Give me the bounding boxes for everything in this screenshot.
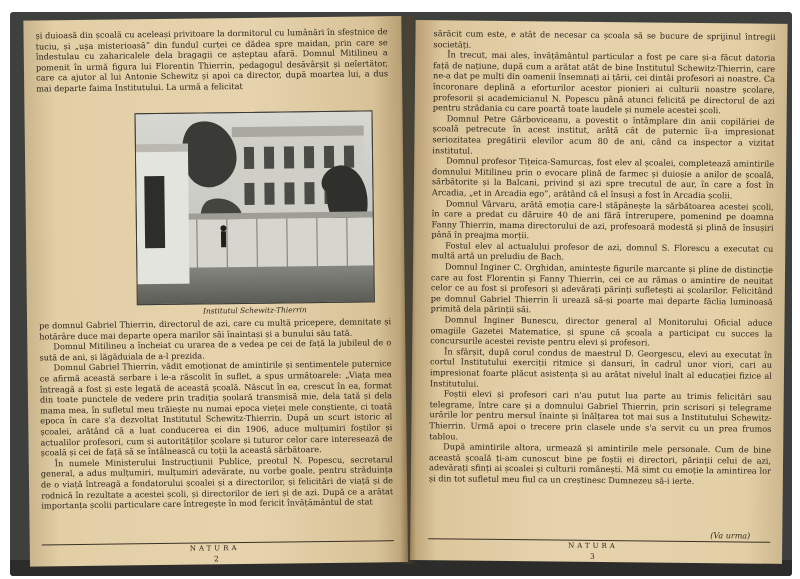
right-page-number: 3 — [590, 551, 595, 561]
right-body-text — [428, 28, 775, 530]
right-paragraph: În trecut, mai ales, învățământul particular a fost pe care și-a făcut datoria față de națiune, după cum a arătat atât de bine Institutul Schewitz-Thierrin, care ne-a dat pe mulți din oamenii însemnați ai țării, cei dintâi profesori ai noastre. Ca încoronare deplină a eforturilor acestor pionieri ai culturii noastre școlare, profesorii și academicianul N. Popescu până atunci felicită pe directorul de azi pentru strădania cu care poartă toate laudele și numele acestei școli. — [432, 49, 776, 116]
left-body-text — [39, 316, 394, 540]
left-page-number: 2 — [213, 554, 219, 564]
right-paragraph: În sfârșit, după corul condus de maestrul D. Georgescu, elevi au executat în cortul Institutului exerciții ritmice și dansuri, în cadrul unor viori, cari au impresionat foarte plăcut asistența și au arătat nivelul înalt al educației fizice al Institutului. — [429, 346, 773, 389]
left-paragraph: Domnul Gabriel Thierrin, vădit emoționat de amintirile și sentimentele puternice ce afirmă această serbare i le-a răscolit în suflet, a spus următoarele: „Viața mea întreagă a fost și este legată de această școală. Născut în ea, crescut în ea, format din toate punctele de vedere prin tradiția șoolară transmisă mie, dela tată și dela mama mea, în sufletul meu trăiește nu numai epoca vieței mele conștiente, ci toată epoca în care s'a dezvoltat Institutul Schewitz-Thierrin. După un scurt istoric al școalei, arătând că a luat conducerea ei din 1906, aduce mulțumiri foștilor și actualilor profesori, cum și autorităților școlare și tuturor celor care interesează de școală și cei de față să se întâlnească cu toții la această sărbătoare. — [39, 358, 393, 458]
left-footer-title: NATURA — [189, 544, 240, 553]
left-top-paragraph — [35, 26, 388, 112]
institute-building-image — [136, 111, 374, 304]
photo-caption: Institutul Schewitz-Thierrin — [203, 305, 307, 316]
right-paragraph: După amintirile altora, urmează și amintirile mele personale. Cum de bine această școală ți-am cunoscut bine pe foștii ei directori, părinții celui de azi, adevărați sfinți ai școalei și culturii românești. Mă simt cu emoție la amintirea lor și din tot sufletul meu fiul ca un creștinesc Dumnezeu să-i ierte. — [428, 441, 772, 486]
book-gutter-shadow — [400, 16, 416, 564]
left-paragraph: Domnul Mitilineu a încheiat cu urarea de a vedea pe cei de față la jubileul de o sută de ani, și lăgăduiala de a-l prezida. — [39, 337, 392, 363]
institute-photo — [134, 110, 374, 305]
right-paragraph: Fostul elev al actualului profesor de azi, domnul S. Florescu a executat cu multă artă un preludiu de Bach. — [431, 240, 774, 263]
right-paragraph: Domnul Petre Gârboviceanu, a povestit o întâmplare din anii copilăriei de școală petrecute în acest institut, arătă cât de puternic îi-a impresionat seriozitatea pregătirii elevilor acum 80 de ani, când ca inspector a vizitat institutul. — [432, 113, 775, 156]
right-footer-title: NATURA — [568, 541, 618, 551]
left-page — [23, 16, 408, 567]
right-paragraph: Domnul Vârvaru, arătă emoția care-l stăpânește la sărbătoarea acestei școli, în care a predat cu dăruire 40 de ani fără întrerupere, pomenind pe doamna Fanny Thierrin, mama directorului de azi, profesoară modestă și plină de însușiri până în preajma morții. — [431, 197, 774, 241]
left-paragraph: pe domnul Gabriel Thierrin, directorul de azi, care cu multă pricepere, demnitate și hotărâre duce mai departe opera marilor săi înaintași și a bunului său tată. — [39, 316, 392, 342]
right-paragraph: Foștii elevi și profesori cari n'au putut lua parte au trimis felicitări sau telegrame, între care și a domnului Gabriel Thierrin, prin scrisori și telegrame urările lor pentru mersul înainte și înălțarea tot mai sus a Institutului Schewitz-Thierrin. Urmă apoi o trecere prin clasele unde s'a servit cu un prea frumos tablou. — [429, 388, 772, 442]
to-be-continued: (Va urma) — [710, 531, 751, 541]
right-paragraph: Domnul profesor Tițeica-Samurcaș, fost elev al școalei, completează amintirile domnului Mitilineu prin o evocare plină de farmec și duioșie a anilor de școală, sărbătorite și la Balcani, privind și azi spre trecutul de aur, în care a fost în Arcadia, „et in Arcadia ego”, arătând că el însuși a fost în Arcadia școlii. — [431, 155, 775, 201]
left-paragraph: În numele Ministerului Instrucțiunii Publice, preotul N. Popescu, secretarul general, a adus mulțumiri, mulțumiri adevărate, nu vorbe goale, pentru străduința de o viață întreagă a fondatorului școalei și a directorilor, și felicitări de viață și de rodnică în rezultate a acestei școli, și directorilor de ieri și de azi. După ce a arătat importanța școlii particulare care întregește în mod fericit învățământul de stat — [40, 453, 394, 511]
left-top-text: și duioasă din școală cu aceleași privitoare la dormitorul cu lumânări în sfeștnice de tuciu, și „uşa misterioasă” din fundul curței ce dădea spre maidan, prin care se îndestulau cu zaharicalele dela bragagii ce așteptau afară. Domnul Mitilineu a pomenit în urmă figura lui Florentin Thierrin, pedagogul desăvârșit și neîertător, care ca ajutor al lui Antonie Schewitz și apoi ca director, după moartea lui, a dus mai departe faima Institutului. La urmă a felicitat — [35, 26, 389, 94]
right-page — [410, 20, 788, 564]
right-paragraph: Domnul Inginer Bunescu, director general al Monitorului Oficial aduce omagiile Gazetei Matematice, și spune că școala a participat cu succes la concursurile acestei reviste pentru elevi și profesori. — [430, 314, 773, 348]
right-paragraph: Domnul Inginer C. Orghidan, amintește figurile marcante și pline de distincție care au fost Florentin și Fanny Thierrin, cei ce au rămas o amintire de neuitat celor ce au fost și profesori și adevărați părinți sufletești ai școlarilor. Felicitând pe domnul Gabriel Thierrin îi urează să-și poarte mai departe făclia luminoasă primită dela părinții săi. — [430, 261, 774, 315]
right-paragraph: sărăcit cum este, e atât de necesar ca școala să se bucure de sprijinul întregii societăți. — [433, 28, 776, 50]
